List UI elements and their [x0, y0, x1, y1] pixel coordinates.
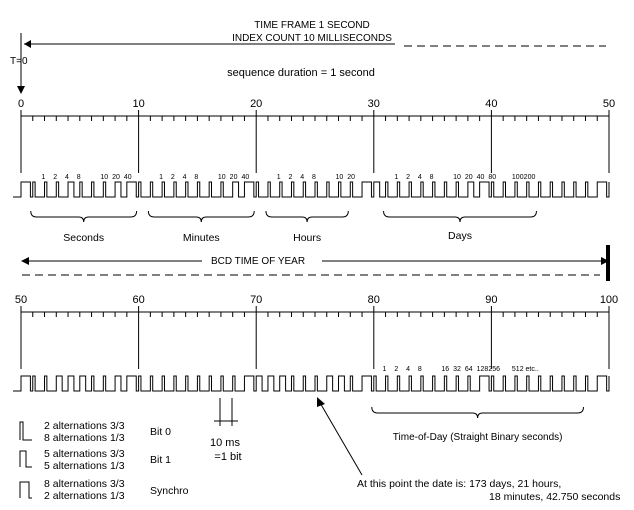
top-weight-label: 200	[523, 174, 536, 181]
top-weight-label: 4	[417, 174, 422, 181]
top-weight-label: 10	[100, 174, 109, 181]
top-weight-label: 8	[429, 174, 434, 181]
top-weight-label: 20	[464, 174, 473, 181]
bottom-weight-label: 1	[382, 366, 387, 373]
top-weight-label: 8	[76, 174, 81, 181]
top-scale-label: 0	[17, 98, 25, 110]
t0-arrowhead	[17, 86, 25, 94]
bit1-waveform-icon	[20, 451, 32, 467]
field-brace	[266, 211, 348, 222]
legend-bit0-line2: 8 alternations 1/3	[44, 432, 125, 444]
legend-bit1-label: Bit 1	[150, 454, 172, 466]
top-weight-label: 20	[112, 174, 120, 181]
top-weight-label: 4	[300, 174, 305, 181]
bottom-weight-label: 32	[453, 366, 461, 373]
top-weight-label: 1	[41, 174, 46, 181]
bottom-weight-label: 16	[441, 366, 450, 373]
bottom-scale-label: 60	[132, 294, 145, 306]
date-pointer-arrowhead	[317, 397, 325, 407]
top-weight-label: 40	[476, 174, 485, 181]
bottom-scale-label: 100	[599, 294, 619, 306]
field-brace	[148, 211, 254, 222]
top-weight-label: 1	[276, 174, 281, 181]
bottom-weight-label: 512 etc..	[511, 366, 539, 373]
legend-bit0-line1: 2 alternations 3/3	[44, 420, 125, 432]
top-weight-label: 2	[170, 174, 175, 181]
top-scale-label: 50	[602, 98, 616, 110]
top-weight-label: 2	[53, 174, 58, 181]
bottom-weight-label: 256	[488, 366, 501, 373]
field-label-minutes: Minutes	[182, 232, 220, 244]
top-scale-labels	[18, 98, 615, 110]
legend-bit1-line1: 5 alternations 3/3	[44, 448, 125, 460]
bit0-waveform-icon	[20, 422, 32, 440]
field-label-seconds: Seconds	[63, 232, 105, 244]
top-weight-label: 100	[511, 174, 524, 181]
legend-bit1-line2: 5 alternations 1/3	[44, 460, 125, 472]
top-weight-label: 80	[488, 174, 497, 181]
field-brace	[31, 211, 137, 222]
synchro-waveform-icon	[20, 482, 32, 498]
bottom-scale-label: 50	[14, 294, 28, 306]
time-of-day-brace	[372, 407, 584, 418]
waveforms	[13, 182, 609, 391]
top-weight-label: 20	[229, 174, 238, 181]
legend-synchro-line2: 2 alternations 1/3	[44, 490, 125, 502]
field-brace	[384, 211, 537, 222]
legend-synchro-label: Synchro	[150, 485, 189, 497]
top-weight-label: 4	[65, 174, 69, 181]
top-weight-label: 2	[288, 174, 293, 181]
bottom-weight-label: 2	[394, 366, 399, 373]
bcd-arrowhead-left	[21, 257, 29, 265]
bottom-field-group	[393, 432, 563, 443]
bottom-bit-weights	[383, 366, 539, 373]
bottom-scale-labels	[15, 294, 618, 306]
top-weight-label: 2	[406, 174, 410, 181]
bottom-scale-label: 70	[250, 294, 263, 306]
bit-width-label-line2: =1 bit	[214, 451, 242, 463]
top-scale-label: 30	[367, 98, 380, 110]
header-title-line2: INDEX COUNT 10 MILLISECONDS	[232, 33, 392, 44]
top-scale-label: 20	[250, 98, 263, 110]
bottom-scale-label: 80	[367, 294, 380, 306]
date-pointer-line	[319, 401, 362, 475]
bottom-weight-label: 64	[464, 366, 473, 373]
top-weight-label: 20	[347, 174, 356, 181]
t0-label: T=0	[10, 56, 28, 67]
legend-bit0-label: Bit 0	[150, 426, 172, 438]
top-weight-label: 8	[312, 174, 316, 181]
legend-synchro-line1: 8 alternations 3/3	[44, 478, 125, 490]
field-label-days: Days	[448, 230, 472, 242]
bcd-time-of-year-label: BCD TIME OF YEAR	[210, 256, 306, 267]
top-scale-label: 40	[485, 98, 498, 110]
bottom-row-waveform	[13, 376, 609, 391]
time-of-day-label: Time-of-Day (Straight Binary seconds)	[392, 432, 563, 443]
top-weight-label: 40	[123, 174, 132, 181]
bottom-weight-label: 128	[476, 366, 489, 373]
bottom-scale-label: 90	[485, 294, 498, 306]
top-row-waveform	[13, 182, 609, 197]
time-frame-arrowhead	[24, 40, 31, 48]
static-lines	[14, 33, 610, 475]
top-weight-label: 10	[335, 174, 344, 181]
top-weight-label: 4	[182, 174, 187, 181]
date-annotation-line2: 18 minutes, 42.750 seconds	[489, 491, 621, 503]
field-label-hours: Hours	[293, 232, 322, 244]
date-annotation-line1: At this point the date is: 173 days, 21 hours,	[357, 478, 562, 490]
top-weight-label: 10	[217, 174, 226, 181]
top-weight-label: 8	[194, 174, 199, 181]
top-weight-label: 1	[394, 174, 399, 181]
top-weight-label: 10	[453, 174, 461, 181]
top-bit-weights	[42, 174, 536, 181]
bit-width-label-line1: 10 ms	[210, 437, 240, 449]
sequence-duration-label: sequence duration = 1 second	[227, 67, 375, 79]
legend	[20, 420, 189, 502]
bcd-end-bar	[606, 245, 610, 281]
bottom-weight-label: 8	[417, 366, 422, 373]
header-title-line1: TIME FRAME 1 SECOND	[254, 20, 370, 31]
top-weight-label: 1	[159, 174, 164, 181]
top-scale-label: 10	[132, 98, 145, 110]
bottom-weight-label: 4	[406, 366, 410, 373]
top-field-groups	[63, 230, 472, 244]
top-weight-label: 40	[241, 174, 250, 181]
